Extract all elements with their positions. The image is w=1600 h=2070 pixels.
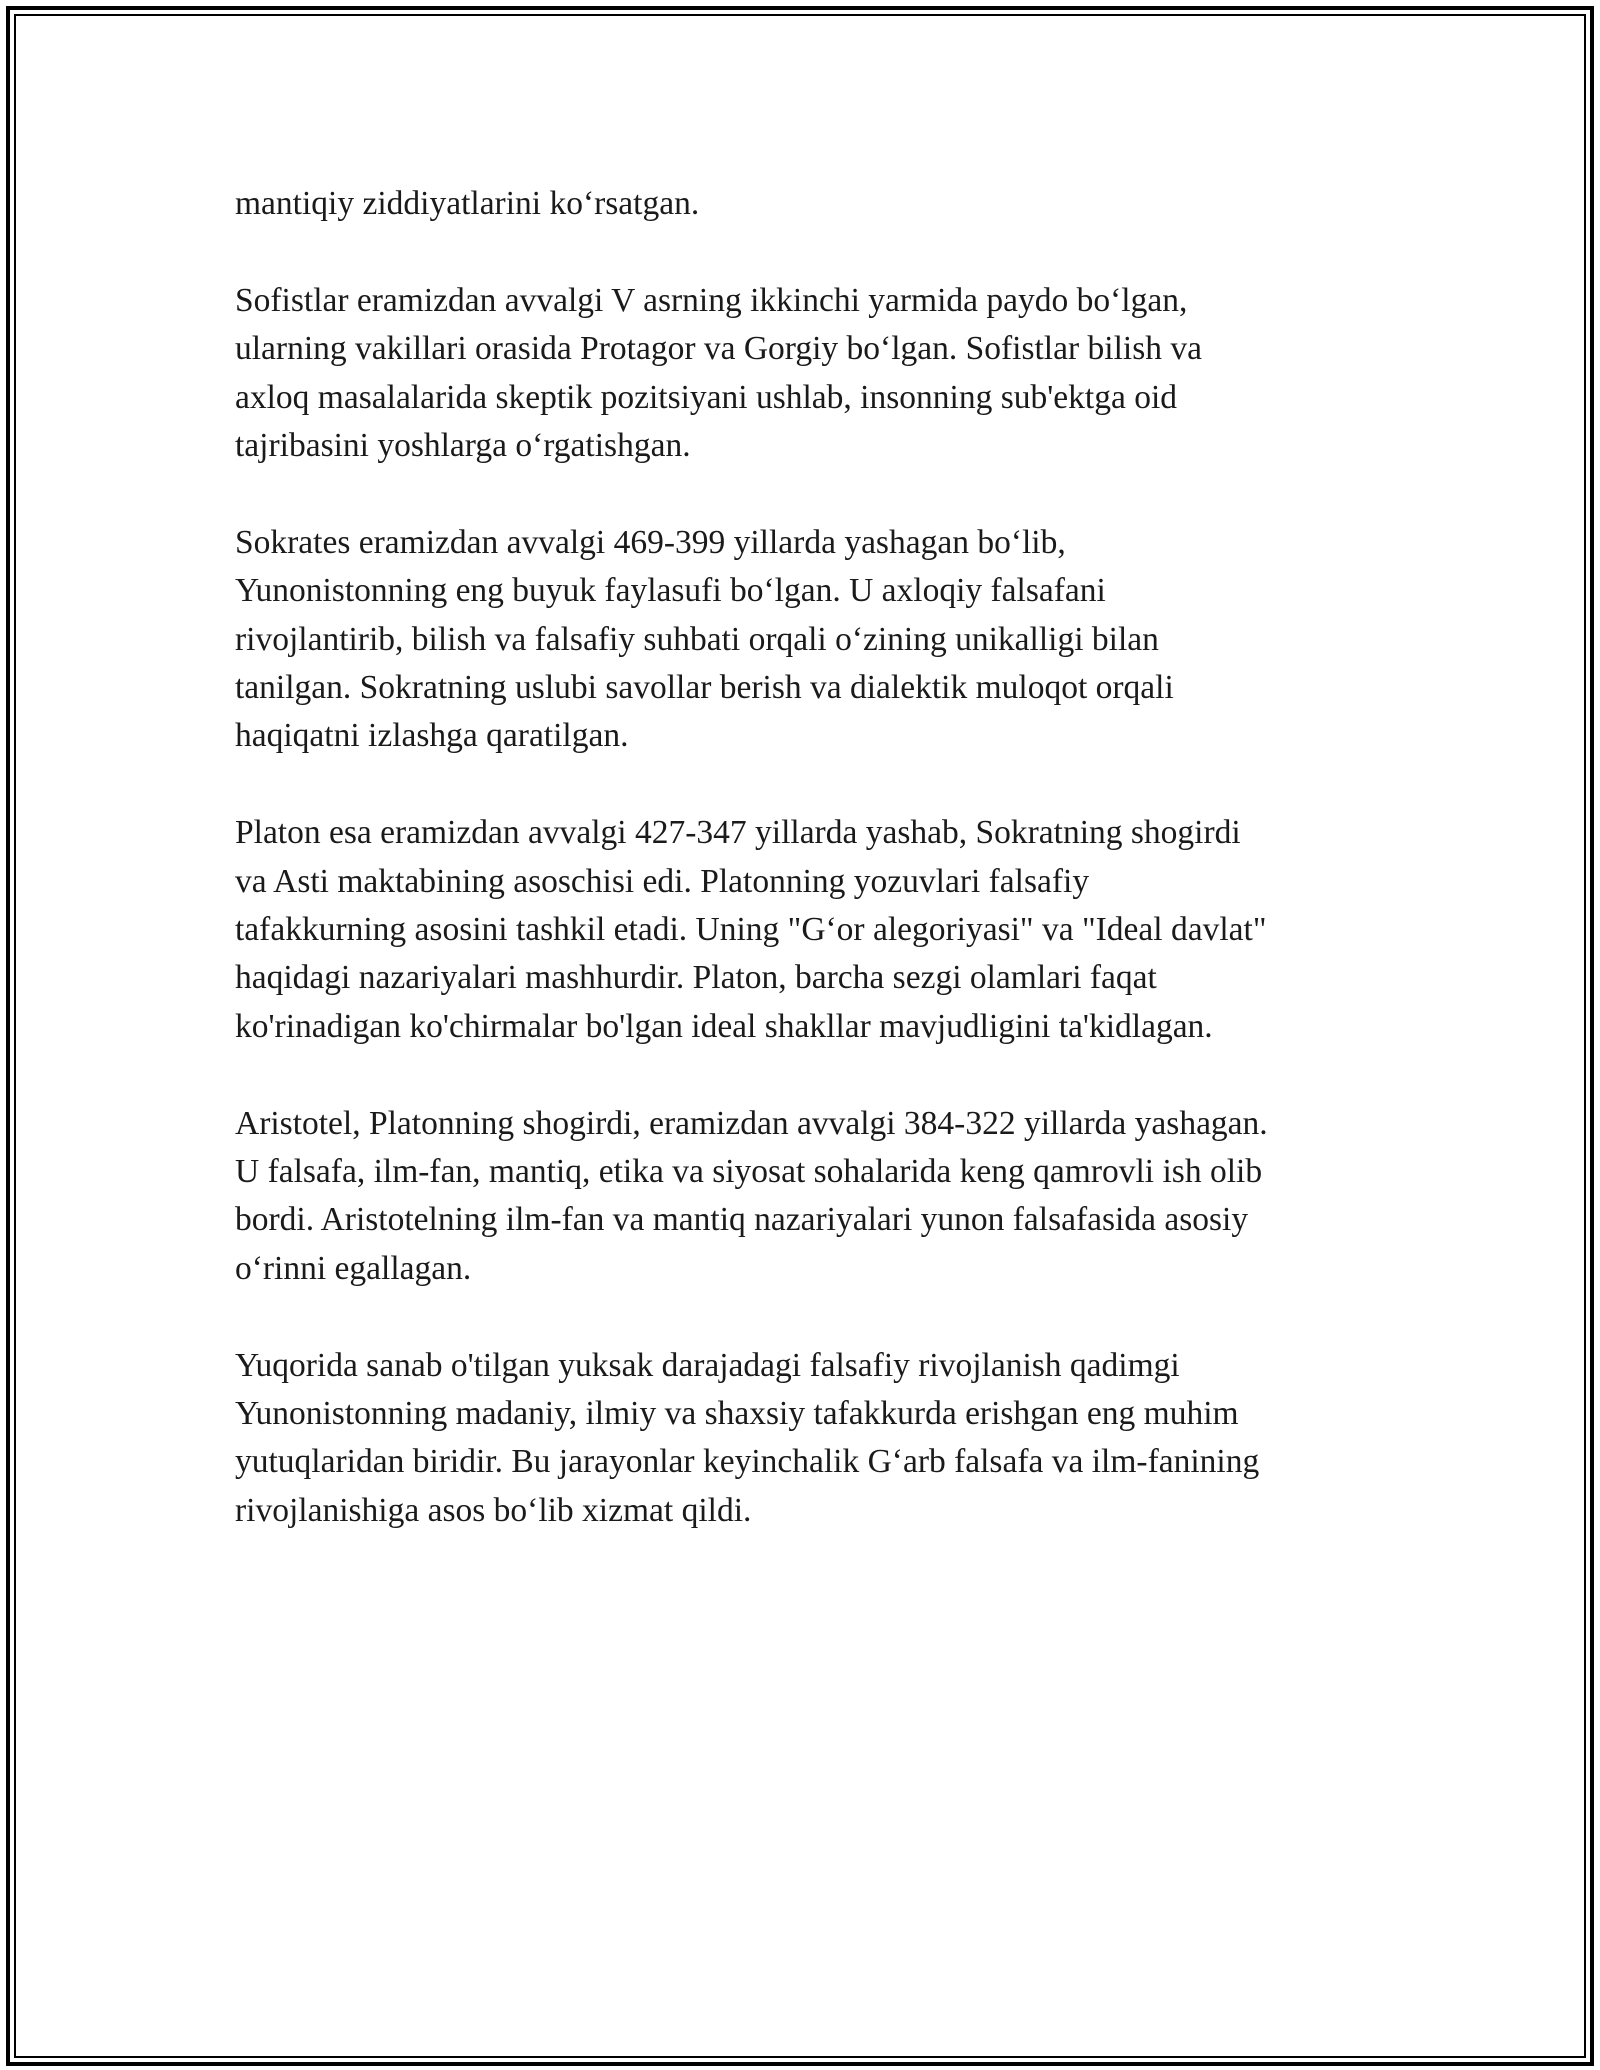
paragraph-aristotle: Aristotel, Platonning shogirdi, eramizdan avvalgi 384-322 yillarda yashagan. U falsafa, ilm-fan, mantiq, etika va siyosat sohalarida keng qamrovli ish olib bordi. Aristotelning ilm-fan va mantiq nazariyalari yunon falsafasida asosiy o‘rinni egallagan.: [235, 1104, 1268, 1287]
paragraph-conclusion: Yuqorida sanab o'tilgan yuksak darajadagi falsafiy rivojlanish qadimgi Yunonistonning madaniy, ilmiy va shaxsiy tafakkurda erishgan eng muhim yutuqlaridan biridir. Bu jarayonlar keyinchalik G‘arb falsafa va ilm-fanining rivojlanishiga asos bo‘lib xizmat qildi.: [235, 1346, 1260, 1529]
paragraph-continuation: mantiqiy ziddiyatlarini ko‘rsatgan.: [235, 185, 700, 222]
paragraph-socrates: Sokrates eramizdan avvalgi 469-399 yillarda yashagan bo‘lib, Yunonistonning eng buyuk faylasufi bo‘lgan. U axloqiy falsafani rivojlantirib, bilish va falsafiy suhbati orqali o‘zining unikalligi bilan tanilgan. Sokratning uslubi savollar berish va dialektik muloqot orqali haqiqatni izlashga qaratilgan.: [235, 523, 1174, 755]
paragraph-plato: Platon esa eramizdan avvalgi 427-347 yillarda yashab, Sokratning shogirdi va Asti maktabining asoschisi edi. Platonning yozuvlari falsafiy tafakkurning asosini tashkil etadi. Uning "G‘or alegoriyasi" va "Ideal davlat" haqidagi nazariyalari mashhurdir. Platon, barcha sezgi olamlari faqat ko'rinadigan ko'chirmalar bo'lgan ideal shakllar mavjudligini ta'kidlagan.: [235, 814, 1267, 1045]
document-body: [235, 180, 1375, 1584]
paragraph-sophists: Sofistlar eramizdan avvalgi V asrning ikkinchi yarmida paydo bo‘lgan, ularning vakillari orasida Protagor va Gorgiy bo‘lgan. Sofistlar bilish va axloq masalalarida skeptik pozitsiyani ushlab, insonning sub'ektga oid tajribasini yoshlarga o‘rgatishgan.: [235, 281, 1202, 465]
